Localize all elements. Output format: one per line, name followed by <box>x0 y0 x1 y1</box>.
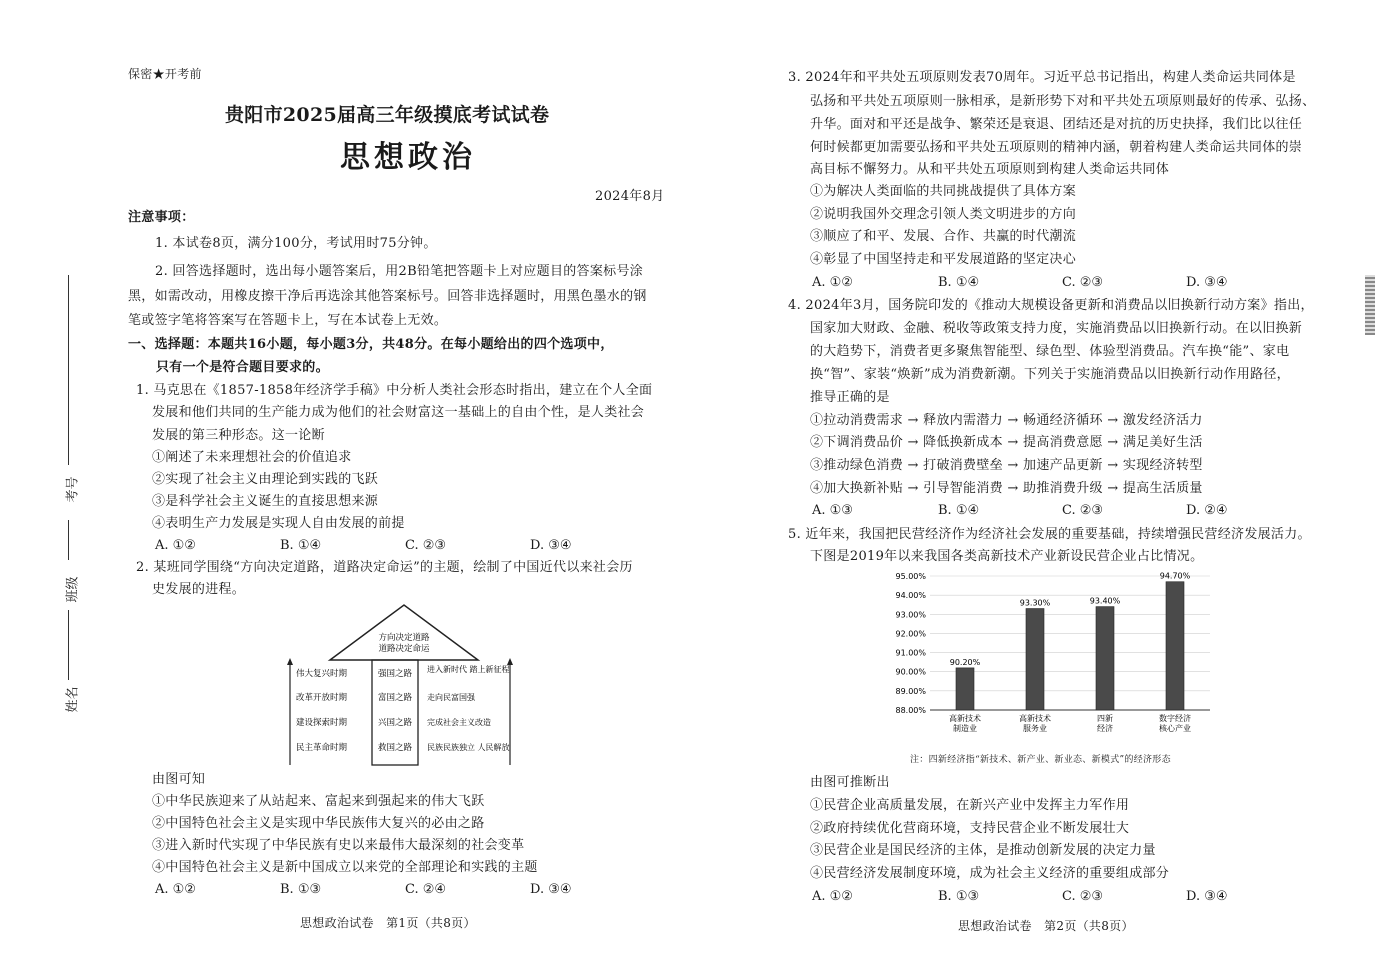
q1-option-b[interactable]: B. ①④ <box>280 538 322 553</box>
q3-option-c[interactable]: C. ②③ <box>1062 275 1104 290</box>
y-tick-label: 92.00% <box>895 629 926 639</box>
q1-option-a[interactable]: A. ①② <box>155 538 196 553</box>
x-category-label: 高新技术 <box>949 714 981 723</box>
road-label: 兴国之路 <box>377 718 413 728</box>
q2-option-b[interactable]: B. ①③ <box>280 882 322 897</box>
q1-stem: 1. 马克思在《1857-1858年经济学手稿》中分析人类社会形态时指出，建立在个人全面 <box>136 383 653 398</box>
q3-item: ①为解决人类面临的共同挑战提供了具体方案 <box>810 184 1077 199</box>
q4-item: ④加大换新补贴 → 引导智能消费 → 助推消费升级 → 提高生活质量 <box>810 481 1203 496</box>
q2-option-c[interactable]: C. ②④ <box>405 882 447 897</box>
q1-item: ④表明生产力发展是实现人自由发展的前提 <box>152 516 405 531</box>
road-diagram <box>282 600 522 772</box>
outcome-label: 进入新时代 踏上新征程 <box>427 665 510 674</box>
q4-option-a[interactable]: A. ①③ <box>812 503 853 518</box>
bar-value-label: 90.20% <box>949 657 981 667</box>
x-category-label: 制造业 <box>953 724 977 733</box>
q3-stem: 升华。面对和平还是战争、繁荣还是衰退、团结还是对抗的历史抉择，我们比以往任 <box>810 117 1303 132</box>
q3-option-a[interactable]: A. ①② <box>812 275 853 290</box>
secret-mark: 保密★开考前 <box>128 67 202 81</box>
q2-option-d[interactable]: D. ③④ <box>530 882 572 897</box>
x-category-label: 数字经济 <box>1159 714 1191 723</box>
y-tick-label: 89.00% <box>895 686 926 696</box>
q4-option-c[interactable]: C. ②③ <box>1062 503 1104 518</box>
notice-line: 2. 回答选择题时，选出每小题答案后，用2B铅笔把答题卡上对应题目的答案标号涂 <box>155 264 644 279</box>
q4-item: ②下调消费品价 → 降低换新成本 → 提高消费意愿 → 满足美好生活 <box>810 435 1203 450</box>
outcome-label: 民族民族独立 人民解放 <box>427 743 510 752</box>
gutter-label: 姓名 <box>65 686 81 713</box>
y-tick-label: 93.00% <box>895 610 926 620</box>
x-category-label: 服务业 <box>1023 724 1047 733</box>
bar-value-label: 93.30% <box>1019 598 1051 608</box>
outcome-label: 完成社会主义改造 <box>427 718 491 727</box>
q3-stem: 弘扬和平共处五项原则一脉相承，是新形势下对和平共处五项原则最好的传承、弘扬、 <box>810 94 1316 109</box>
y-tick-label: 88.00% <box>895 706 926 715</box>
q2-option-a[interactable]: A. ①② <box>155 882 196 897</box>
gutter-line <box>68 520 69 560</box>
q3-option-b[interactable]: B. ①④ <box>938 275 980 290</box>
page-footer: 思想政治试卷 第2页（共8页） <box>958 919 1134 933</box>
q5-stem: 5. 近年来，我国把民营经济作为经济社会发展的重要基础，持续增强民营经济发展活力。 <box>788 527 1311 542</box>
q4-stem: 国家加大财政、金融、税收等政策支持力度，实施消费品以旧换新行动。在以旧换新 <box>810 321 1303 336</box>
x-category-label: 高新技术 <box>1019 714 1051 723</box>
section-heading: 只有一个是符合题目要求的。 <box>156 360 329 375</box>
q1-option-c[interactable]: C. ②③ <box>405 538 447 553</box>
gutter-label: 班级 <box>65 576 81 603</box>
q4-stem: 4. 2024年3月，国务院印发的《推动大规模设备更新和消费品以旧换新行动方案》指出， <box>788 298 1314 313</box>
gutter-label: 考号 <box>65 476 81 503</box>
q4-stem: 推导正确的是 <box>810 390 890 405</box>
left-page <box>0 0 688 972</box>
q1-option-d[interactable]: D. ③④ <box>530 538 572 553</box>
chart-note: 注：四新经济指“新技术、新产业、新业态、新模式”的经济形态 <box>910 755 1171 765</box>
q5-item: ②政府持续优化营商环境，支持民营企业不断发展壮大 <box>810 821 1130 836</box>
q4-item: ③推动绿色消费 → 打破消费壁垒 → 加速产品更新 → 实现经济转型 <box>810 458 1203 473</box>
y-tick-label: 95.00% <box>895 572 926 581</box>
x-category-label: 四新 <box>1097 714 1113 723</box>
bar <box>1166 582 1184 710</box>
x-category-label: 经济 <box>1097 724 1113 733</box>
q2-item: ②中国特色社会主义是实现中华民族伟大复兴的必由之路 <box>152 816 485 831</box>
q2-item: ④中国特色社会主义是新中国成立以来党的全部理论和实践的主题 <box>152 860 538 875</box>
q5-option-c[interactable]: C. ②③ <box>1062 889 1104 904</box>
q4-option-b[interactable]: B. ①④ <box>938 503 980 518</box>
bar <box>956 668 974 710</box>
q5-option-b[interactable]: B. ①③ <box>938 889 980 904</box>
notice-line: 1. 本试卷8页，满分100分，考试用时75分钟。 <box>155 236 437 251</box>
q5-lead: 由图可推断出 <box>810 775 890 790</box>
q3-item: ④彰显了中国坚持走和平发展道路的坚定决心 <box>810 252 1077 267</box>
exam-date: 2024年8月 <box>595 189 665 204</box>
q3-item: ③顺应了和平、发展、合作、共赢的时代潮流 <box>810 229 1077 244</box>
y-tick-label: 90.00% <box>895 667 926 677</box>
q2-item: ①中华民族迎来了从站起来、富起来到强起来的伟大飞跃 <box>152 794 485 809</box>
q2-stem: 史发展的进程。 <box>152 582 246 597</box>
page-footer: 思想政治试卷 第1页（共8页） <box>300 916 476 930</box>
gutter-line <box>68 610 69 680</box>
q4-stem: 换“智”、家装“焕新”成为消费新潮。下列关于实施消费品以旧换新行动作用路径， <box>810 367 1290 382</box>
subject-title: 思想政治 <box>340 140 476 175</box>
q1-stem: 发展和他们共同的生产能力成为他们的社会财富这一基础上的自由个性，是人类社会 <box>152 405 645 420</box>
period-label: 改革开放时期 <box>296 693 348 703</box>
arrow-up-icon <box>507 658 513 665</box>
x-category-label: 核心产业 <box>1159 724 1191 733</box>
outcome-label: 走向民富国强 <box>427 693 475 702</box>
exam-title: 贵阳市2025届高三年级摸底考试试卷 <box>225 104 550 126</box>
q1-item: ①阐述了未来理想社会的价值追求 <box>152 450 352 465</box>
road-label: 强国之路 <box>377 669 413 679</box>
road-label: 富国之路 <box>377 693 413 703</box>
period-label: 建设探索时期 <box>296 718 348 728</box>
bar-value-label: 94.70% <box>1159 571 1191 581</box>
q2-item: ③进入新时代实现了中华民族有史以来最伟大最深刻的社会变革 <box>152 838 525 853</box>
arrow-up-icon <box>287 658 293 665</box>
q5-item: ④民营经济发展制度环境，成为社会主义经济的重要组成部分 <box>810 866 1170 881</box>
roof-text: 方向决定道路 <box>378 633 430 643</box>
q5-stem: 下图是2019年以来我国各类高新技术产业新设民营企业占比情况。 <box>810 549 1204 564</box>
q5-option-d[interactable]: D. ③④ <box>1186 889 1228 904</box>
q4-option-d[interactable]: D. ②④ <box>1186 503 1228 518</box>
q3-option-d[interactable]: D. ③④ <box>1186 275 1228 290</box>
q4-item: ①拉动消费需求 → 释放内需潜力 → 畅通经济循环 → 激发经济活力 <box>810 413 1203 428</box>
q1-item: ③是科学社会主义诞生的直接思想来源 <box>152 494 379 509</box>
bar <box>1096 607 1114 710</box>
bar-value-label: 93.40% <box>1089 596 1121 606</box>
notice-line: 笔或签字笔将答案写在答题卡上，写在本试卷上无效。 <box>128 313 448 328</box>
y-tick-label: 94.00% <box>895 591 926 601</box>
q5-item: ③民营企业是国民经济的主体，是推动创新发展的决定力量 <box>810 843 1156 858</box>
gutter-line <box>68 275 69 465</box>
notice-title: 注意事项： <box>128 210 195 225</box>
q5-item: ①民营企业高质量发展，在新兴产业中发挥主力军作用 <box>810 798 1130 813</box>
q1-stem: 发展的第三种形态。这一论断 <box>152 428 325 443</box>
road-label: 救国之路 <box>377 743 413 753</box>
period-label: 民主革命时期 <box>296 743 348 753</box>
q2-lead: 由图可知 <box>152 772 206 787</box>
roof-text: 道路决定命运 <box>378 644 430 654</box>
right-page <box>688 0 1377 972</box>
q3-item: ②说明我国外交理念引领人类文明进步的方向 <box>810 207 1077 222</box>
q3-stem: 3. 2024年和平共处五项原则发表70周年。习近平总书记指出，构建人类命运共同体是 <box>788 70 1296 85</box>
q3-stem: 高目标不懈努力。从和平共处五项原则到构建人类命运共同体 <box>810 162 1170 177</box>
q4-stem: 的大趋势下，消费者更多聚焦智能型、绿色型、体验型消费品。汽车换“能”、家电 <box>810 344 1290 359</box>
y-tick-label: 91.00% <box>895 648 926 658</box>
bar-chart <box>888 568 1218 750</box>
section-heading: 一、选择题：本题共16小题，每小题3分，共48分。在每小题给出的四个选项中， <box>128 337 614 352</box>
period-label: 伟大复兴时期 <box>296 669 348 679</box>
q2-stem: 2. 某班同学围绕“方向决定道路，道路决定命运”的主题，绘制了中国近代以来社会历 <box>136 560 633 575</box>
q3-stem: 何时候都更加需要弘扬和平共处五项原则的精神内涵，朝着构建人类命运共同体的崇 <box>810 140 1303 155</box>
notice-line: 黑，如需改动，用橡皮擦干净后再选涂其他答案标号。回答非选择题时，用黑色墨水的钢 <box>128 289 647 304</box>
q1-item: ②实现了社会主义由理论到实践的飞跃 <box>152 472 379 487</box>
scan-edge-mark <box>1365 275 1375 335</box>
bar <box>1026 609 1044 710</box>
q5-option-a[interactable]: A. ①② <box>812 889 853 904</box>
